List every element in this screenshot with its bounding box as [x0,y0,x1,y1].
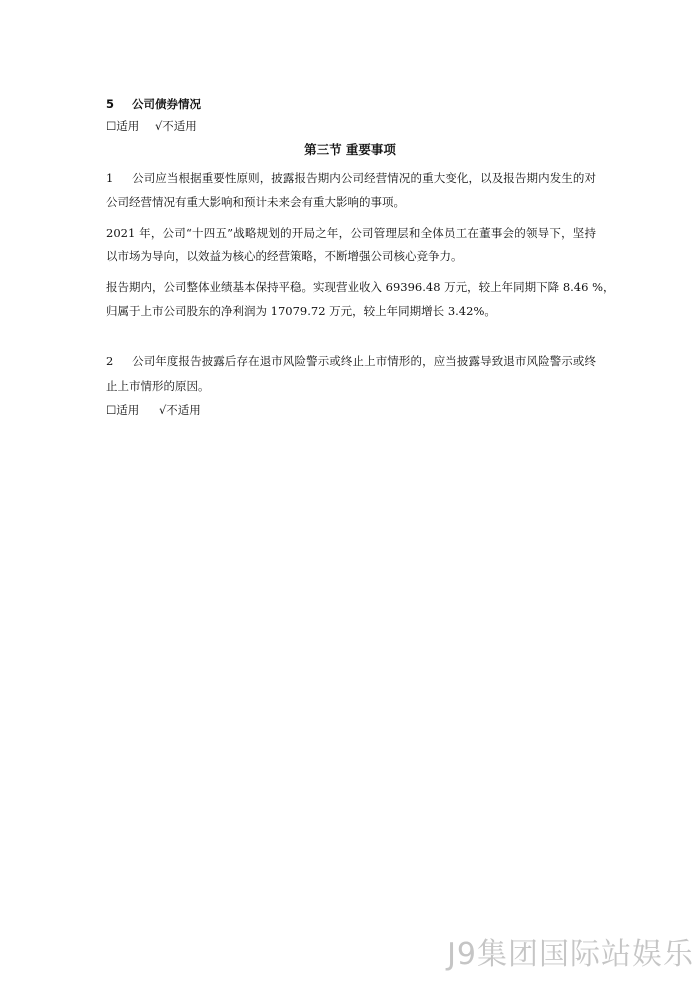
item5-heading [106,96,201,112]
item2-text-line1: 公司年度报告披露后存在退市风险警示或终止上市情形的，应当披露导致退市风险警示或终 [132,354,596,368]
item5-number: 5 [106,97,115,111]
item2-not-applicable-checkbox: √不适用 [158,403,201,417]
item1-line2: 公司经营情况有重大影响和预计未来会有重大影响的事项。 [106,195,405,209]
item2-applicability [106,402,203,418]
item5-not-applicable-checkbox: √不适用 [154,119,197,133]
item1-para2-line1: 2021 年，公司“十四五”战略规划的开局之年，公司管理层和全体员工在董事会的领导下，坚持 [106,226,596,240]
item2-line1 [106,353,596,369]
item5-title: 公司债券情况 [132,97,201,111]
item1-para3-line2: 归属于上市公司股东的净利润为 17079.72 万元，较上年同期增长 3.42%。 [106,304,496,318]
item1-para2-line2: 以市场为导向，以效益为核心的经营策略，不断增强公司核心竞争力。 [106,249,463,263]
item5-applicable-checkbox: ☐适用 [106,119,140,133]
section-title: 第三节 重要事项 [304,142,396,157]
watermark: J9集团国际站娱乐 [447,937,694,972]
item1-line1 [106,170,596,186]
item2-line2: 止上市情形的原因。 [106,379,210,393]
item1-para3-line1: 报告期内，公司整体业绩基本保持平稳。实现营业收入 69396.48 万元，较上年同期下降 8.46 %， [106,280,615,294]
item2-applicable-checkbox: ☐适用 [106,403,140,417]
item2-number: 2 [106,354,114,368]
item1-text-line1: 公司应当根据重要性原则，披露报告期内公司经营情况的重大变化，以及报告期内发生的对 [132,171,596,185]
item5-applicability [106,118,199,134]
item1-number: 1 [106,171,114,185]
